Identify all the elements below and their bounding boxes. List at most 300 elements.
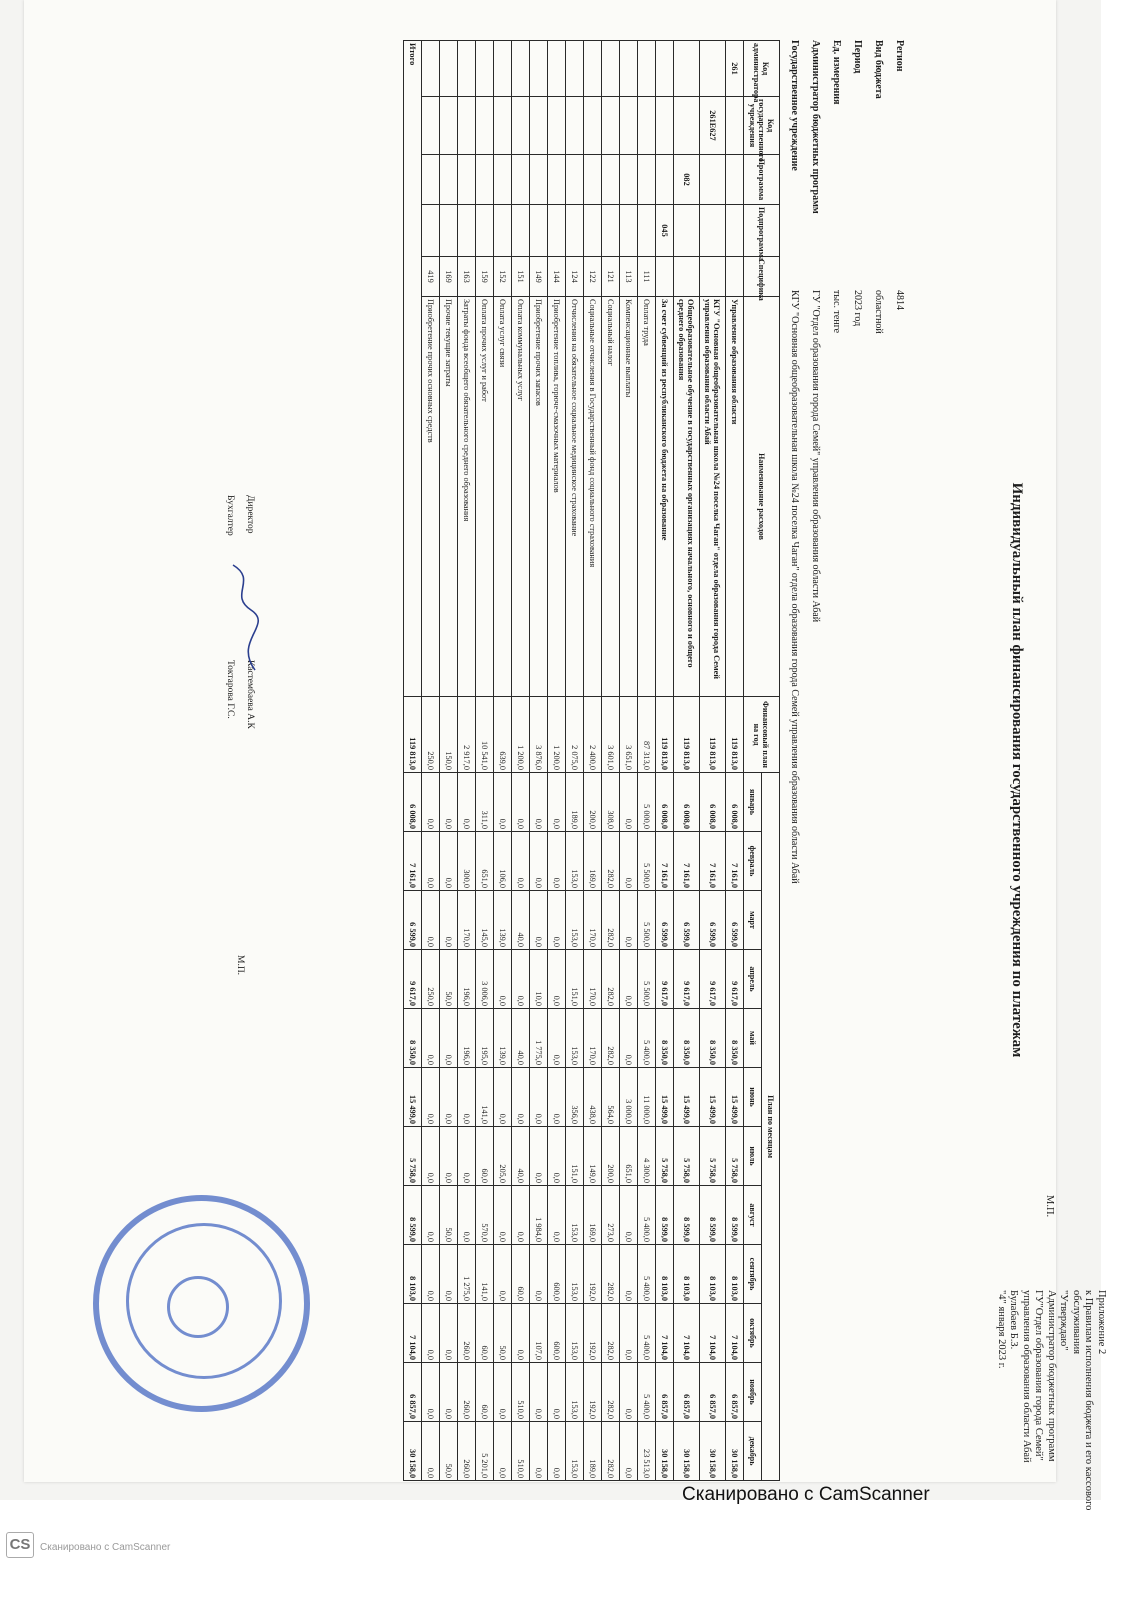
month-value-cell: 1 775,0 [530,1009,548,1068]
month-value-cell: 0,0 [440,891,458,950]
month-value-cell: 8 599,0 [674,1186,700,1245]
appendix-line: обслуживания [1071,1290,1082,1355]
meta-value: 4814 [894,290,905,310]
scanner-footer: Сканировано с CamScanner [682,1484,930,1505]
month-value-cell: 0,0 [530,1127,548,1186]
month-value-cell: 15 499,0 [726,1068,744,1127]
month-value-cell: 192,0 [584,1304,602,1363]
code-cell: 113 [620,257,638,297]
month-value-cell: 139,0 [494,891,512,950]
code-cell [458,41,476,97]
code-cell [656,257,674,297]
header-month: июль [744,1127,762,1186]
month-value-cell: 0,0 [422,1422,440,1481]
month-value-cell: 9 617,0 [674,950,700,1009]
month-value-cell: 651,0 [476,832,494,891]
month-value-cell: 6 008,0 [700,773,726,832]
month-value-cell: 23 513,0 [638,1422,656,1481]
code-cell [440,97,458,155]
month-value-cell: 5 201,0 [476,1422,494,1481]
month-value-cell: 200,0 [602,1127,620,1186]
meta-label: Государственное учреждение [789,40,800,171]
month-value-cell: 0,0 [530,1422,548,1481]
code-cell [422,41,440,97]
code-cell [620,97,638,155]
code-cell [422,97,440,155]
month-value-cell: 151,0 [566,1127,584,1186]
month-value-cell: 0,0 [512,1304,530,1363]
month-value-cell: 0,0 [422,1009,440,1068]
year-plan-cell: 119 813,0 [726,697,744,773]
month-value-cell: 60,0 [476,1127,494,1186]
month-value-cell: 195,0 [476,1009,494,1068]
header-gu-code: Код государственного учреждения [744,97,780,155]
month-value-cell: 0,0 [422,1304,440,1363]
code-cell [700,205,726,257]
official-stamp [93,1195,310,1412]
month-value-cell: 282,0 [602,1009,620,1068]
month-value-cell: 0,0 [458,773,476,832]
month-value-cell: 282,0 [602,891,620,950]
month-value-cell: 5 500,0 [638,950,656,1009]
month-value-cell: 153,0 [566,1245,584,1304]
finance-plan-table [403,40,780,1480]
month-value-cell: 6 857,0 [726,1363,744,1422]
total-month-cell: 30 158,0 [404,1422,422,1481]
month-value-cell: 0,0 [548,1127,566,1186]
month-value-cell: 7 104,0 [700,1304,726,1363]
month-value-cell: 7 161,0 [656,832,674,891]
month-value-cell: 282,0 [602,950,620,1009]
month-value-cell: 5 400,0 [638,1245,656,1304]
code-cell [548,41,566,97]
month-value-cell: 7 104,0 [726,1304,744,1363]
code-cell [458,97,476,155]
table-row [726,41,744,1481]
code-cell [494,155,512,205]
month-value-cell: 60,0 [476,1363,494,1422]
year-plan-cell: 3 601,0 [602,697,620,773]
table-row [476,41,494,1481]
scanner-watermark: Сканировано с CamScanner [40,1542,171,1553]
month-value-cell: 5 758,0 [674,1127,700,1186]
code-cell [530,41,548,97]
code-cell [566,155,584,205]
header-expense-name: Наименование расходов [744,297,780,697]
code-cell [512,97,530,155]
month-value-cell: 9 617,0 [700,950,726,1009]
month-value-cell: 106,0 [494,832,512,891]
total-month-cell: 8 350,0 [404,1009,422,1068]
signature-scribble [223,560,263,680]
code-cell [494,97,512,155]
table-body [404,41,744,1481]
month-value-cell: 308,0 [602,773,620,832]
code-cell [726,257,744,297]
month-value-cell: 40,0 [512,891,530,950]
month-value-cell: 30 158,0 [674,1422,700,1481]
month-value-cell: 8 350,0 [726,1009,744,1068]
table-row [602,41,620,1481]
code-cell [638,41,656,97]
meta-value: областной [873,290,884,334]
year-plan-cell: 150,0 [440,697,458,773]
month-value-cell: 9 617,0 [656,950,674,1009]
code-cell [512,155,530,205]
month-value-cell: 0,0 [620,773,638,832]
month-value-cell: 0,0 [440,1304,458,1363]
expense-name-cell: Оплата прочих услуг и работ [476,297,494,697]
code-cell [566,205,584,257]
month-value-cell: 141,0 [476,1245,494,1304]
month-value-cell: 40,0 [512,1009,530,1068]
code-cell [726,155,744,205]
director-name: Кастембаева А.К [245,660,255,729]
month-value-cell: 311,0 [476,773,494,832]
month-value-cell: 356,0 [566,1068,584,1127]
month-value-cell: 0,0 [440,1127,458,1186]
month-value-cell: 10,0 [530,950,548,1009]
appendix-line: к Правилам исполнения бюджета и его кассового [1083,1290,1095,1511]
month-value-cell: 0,0 [494,1068,512,1127]
month-value-cell: 40,0 [512,1127,530,1186]
month-value-cell: 0,0 [422,832,440,891]
expense-name-cell: Социальный налог [602,297,620,697]
year-plan-cell: 1 200,0 [548,697,566,773]
month-value-cell: 145,0 [476,891,494,950]
month-value-cell: 0,0 [620,1422,638,1481]
month-value-cell: 0,0 [548,773,566,832]
year-plan-cell: 3 651,0 [620,697,638,773]
expense-name-cell: Приобретение прочих запасов [530,297,548,697]
code-cell: 082 [674,155,700,205]
month-value-cell: 0,0 [422,891,440,950]
header-month: март [744,891,762,950]
header-month: август [744,1186,762,1245]
month-value-cell: 260,0 [458,1363,476,1422]
code-cell [700,155,726,205]
month-value-cell: 260,0 [458,1304,476,1363]
code-cell [530,155,548,205]
month-value-cell: 5 758,0 [700,1127,726,1186]
code-cell [584,155,602,205]
code-cell: 261E627 [700,97,726,155]
month-value-cell: 0,0 [620,1186,638,1245]
year-plan-cell: 2 400,0 [584,697,602,773]
month-value-cell: 564,0 [602,1068,620,1127]
month-value-cell: 282,0 [602,1363,620,1422]
code-cell [458,155,476,205]
month-value-cell: 6 857,0 [656,1363,674,1422]
month-value-cell: 0,0 [620,950,638,1009]
month-value-cell: 438,0 [584,1068,602,1127]
code-cell [620,205,638,257]
year-plan-cell: 2 917,0 [458,697,476,773]
month-value-cell: 205,0 [494,1127,512,1186]
code-cell [422,205,440,257]
header-admin-code: Код администратора [744,41,780,97]
table-row [440,41,458,1481]
month-value-cell: 5 500,0 [638,891,656,950]
month-value-cell: 15 499,0 [700,1068,726,1127]
code-cell [638,97,656,155]
code-cell [602,97,620,155]
code-cell [566,97,584,155]
meta-value: КГУ "Основная общеобразовательная школа №24 поселка Чаган" отдела образования города Семей управления образования области Абай [789,290,800,884]
month-value-cell: 600,0 [548,1304,566,1363]
month-value-cell: 0,0 [620,1245,638,1304]
year-plan-cell: 119 813,0 [700,697,726,773]
month-value-cell: 0,0 [512,1068,530,1127]
month-value-cell: 0,0 [458,1127,476,1186]
table-row [674,41,700,1481]
month-value-cell: 6 008,0 [674,773,700,832]
month-value-cell: 7 104,0 [656,1304,674,1363]
month-value-cell: 149,0 [584,1127,602,1186]
month-value-cell: 153,0 [566,1186,584,1245]
month-value-cell: 170,0 [584,950,602,1009]
header-month: май [744,1009,762,1068]
year-plan-cell: 1 200,0 [512,697,530,773]
year-plan-cell: 87 313,0 [638,697,656,773]
code-cell [700,257,726,297]
month-value-cell: 0,0 [512,832,530,891]
table-row [638,41,656,1481]
month-value-cell: 30 158,0 [726,1422,744,1481]
month-value-cell: 0,0 [440,1363,458,1422]
month-value-cell: 0,0 [458,1186,476,1245]
meta-value: 2023 год [852,290,863,327]
month-value-cell: 0,0 [440,773,458,832]
code-cell: 149 [530,257,548,297]
month-value-cell: 6 857,0 [674,1363,700,1422]
appendix-line: Администратор бюджетных программ [1046,1290,1057,1462]
month-value-cell: 510,0 [512,1422,530,1481]
month-value-cell: 0,0 [530,1363,548,1422]
month-value-cell: 0,0 [548,1009,566,1068]
month-value-cell: 0,0 [548,891,566,950]
code-cell [620,41,638,97]
header-month: июнь [744,1068,762,1127]
month-value-cell: 1 984,0 [530,1186,548,1245]
expense-name-cell: Социальные отчисления в Государственный фонд социального страхования [584,297,602,697]
meta-label: Администратор бюджетных программ [810,40,821,214]
month-value-cell: 139,0 [494,1009,512,1068]
accountant-label: Бухгалтер [225,495,235,536]
appendix-block [995,1290,1108,1510]
month-value-cell: 3 006,0 [476,950,494,1009]
expense-name-cell: Общеобразовательное обучение в государственных организациях начального, основного и общего среднего образования [674,297,700,697]
total-month-cell: 6 857,0 [404,1363,422,1422]
table-row [566,41,584,1481]
appendix-line: управления образования области Абай [1021,1290,1032,1463]
header-month: апрель [744,950,762,1009]
month-value-cell: 250,0 [422,950,440,1009]
month-value-cell: 5 758,0 [726,1127,744,1186]
month-value-cell: 0,0 [530,832,548,891]
month-value-cell: 651,0 [620,1127,638,1186]
month-value-cell: 15 499,0 [656,1068,674,1127]
code-cell [584,41,602,97]
month-value-cell: 153,0 [566,1304,584,1363]
month-value-cell: 60,0 [512,1245,530,1304]
month-value-cell: 7 161,0 [674,832,700,891]
month-value-cell: 5 400,0 [638,1186,656,1245]
month-value-cell: 169,0 [584,832,602,891]
month-value-cell: 15 499,0 [674,1068,700,1127]
month-value-cell: 8 103,0 [656,1245,674,1304]
header-year-plan: Финансовый план на год [744,697,780,773]
month-value-cell: 7 104,0 [674,1304,700,1363]
month-value-cell: 6 599,0 [656,891,674,950]
expense-name-cell: Отчисления на обязательное социальное медицинское страхование [566,297,584,697]
month-value-cell: 0,0 [530,1245,548,1304]
month-value-cell: 8 350,0 [674,1009,700,1068]
month-value-cell: 0,0 [620,1304,638,1363]
month-value-cell: 0,0 [422,1245,440,1304]
month-value-cell: 0,0 [440,1245,458,1304]
stamp-place-top: М.П. [1044,1195,1055,1218]
month-value-cell: 4 300,0 [638,1127,656,1186]
code-cell [674,257,700,297]
month-value-cell: 0,0 [620,832,638,891]
month-value-cell: 0,0 [530,891,548,950]
month-value-cell: 0,0 [458,1068,476,1127]
table-row [584,41,602,1481]
month-value-cell: 5 500,0 [638,832,656,891]
code-cell [726,97,744,155]
code-cell: 124 [566,257,584,297]
table-row [530,41,548,1481]
month-value-cell: 7 161,0 [726,832,744,891]
total-year-cell: 119 813,0 [404,697,422,773]
month-value-cell: 192,0 [584,1363,602,1422]
month-value-cell: 8 103,0 [674,1245,700,1304]
expense-name-cell: За счет субвенций из республиканского бюджета на образование [656,297,674,697]
total-month-cell: 9 617,0 [404,950,422,1009]
month-value-cell: 570,0 [476,1186,494,1245]
month-value-cell: 189,0 [584,1422,602,1481]
month-value-cell: 50,0 [440,950,458,1009]
header-monthly-plan: План по месяцам [762,773,780,1481]
meta-value: ГУ "Отдел образования города Семей" управления образования области Абай [810,290,821,623]
code-cell [530,205,548,257]
month-value-cell: 9 617,0 [726,950,744,1009]
month-value-cell: 0,0 [494,1245,512,1304]
year-plan-cell: 119 813,0 [674,697,700,773]
meta-label: Регион [894,40,905,72]
table-row [700,41,726,1481]
expense-name-cell: Прочие текущие затраты [440,297,458,697]
stamp-inner-ring [126,1223,282,1379]
code-cell [602,205,620,257]
month-value-cell: 273,0 [602,1186,620,1245]
header-month: январь [744,773,762,832]
month-value-cell: 0,0 [548,1186,566,1245]
month-value-cell: 30 158,0 [656,1422,674,1481]
code-cell [656,41,674,97]
code-cell [638,205,656,257]
director-label: Директор [245,495,255,534]
month-value-cell: 141,0 [476,1068,494,1127]
table-row [548,41,566,1481]
code-cell: 152 [494,257,512,297]
month-value-cell: 153,0 [566,832,584,891]
month-value-cell: 0,0 [548,1363,566,1422]
stamp-emblem [167,1276,229,1338]
month-value-cell: 0,0 [494,1422,512,1481]
month-value-cell: 0,0 [494,1363,512,1422]
code-cell [494,41,512,97]
camscanner-logo-icon: CS [6,1532,34,1558]
month-value-cell: 189,0 [566,773,584,832]
code-cell [674,41,700,97]
code-cell [548,205,566,257]
month-value-cell: 6 008,0 [726,773,744,832]
month-value-cell: 50,0 [494,1304,512,1363]
month-value-cell: 0,0 [512,773,530,832]
code-cell: 159 [476,257,494,297]
month-value-cell: 169,0 [584,1186,602,1245]
month-value-cell: 50,0 [440,1186,458,1245]
total-month-cell: 6 008,0 [404,773,422,832]
code-cell [440,41,458,97]
month-value-cell: 0,0 [548,1068,566,1127]
code-cell [584,205,602,257]
meta-label: Период [852,40,863,74]
month-value-cell: 30 158,0 [700,1422,726,1481]
total-month-cell: 8 599,0 [404,1186,422,1245]
table-row [422,41,440,1481]
month-value-cell: 300,0 [458,832,476,891]
month-value-cell: 0,0 [548,1422,566,1481]
code-cell [548,155,566,205]
month-value-cell: 282,0 [602,1422,620,1481]
year-plan-cell: 119 813,0 [656,697,674,773]
month-value-cell: 8 103,0 [726,1245,744,1304]
code-cell [476,155,494,205]
month-value-cell: 50,0 [440,1422,458,1481]
expense-name-cell: Оплата услуг связи [494,297,512,697]
appendix-line: Приложение 2 [1096,1290,1107,1355]
month-value-cell: 153,0 [566,1363,584,1422]
month-value-cell: 6 599,0 [700,891,726,950]
month-value-cell: 196,0 [458,950,476,1009]
month-value-cell: 282,0 [602,1245,620,1304]
month-value-cell: 153,0 [566,891,584,950]
month-value-cell: 170,0 [584,891,602,950]
month-value-cell: 8 350,0 [656,1009,674,1068]
code-cell: 261 [726,41,744,97]
total-month-cell: 6 599,0 [404,891,422,950]
code-cell [638,155,656,205]
code-cell [530,97,548,155]
month-value-cell: 8 350,0 [700,1009,726,1068]
code-cell: 169 [440,257,458,297]
month-value-cell: 600,0 [548,1245,566,1304]
rotated-sheet [24,0,1125,1600]
stamp-place-bottom: М.П. [235,955,245,976]
code-cell [476,41,494,97]
table-row [458,41,476,1481]
month-value-cell: 0,0 [620,1009,638,1068]
month-value-cell: 0,0 [512,950,530,1009]
code-cell: 111 [638,257,656,297]
month-value-cell: 510,0 [512,1363,530,1422]
expense-name-cell: Приобретение прочих основных средств [422,297,440,697]
accountant-name: Токтарова Г.С. [225,660,235,719]
code-cell [700,41,726,97]
